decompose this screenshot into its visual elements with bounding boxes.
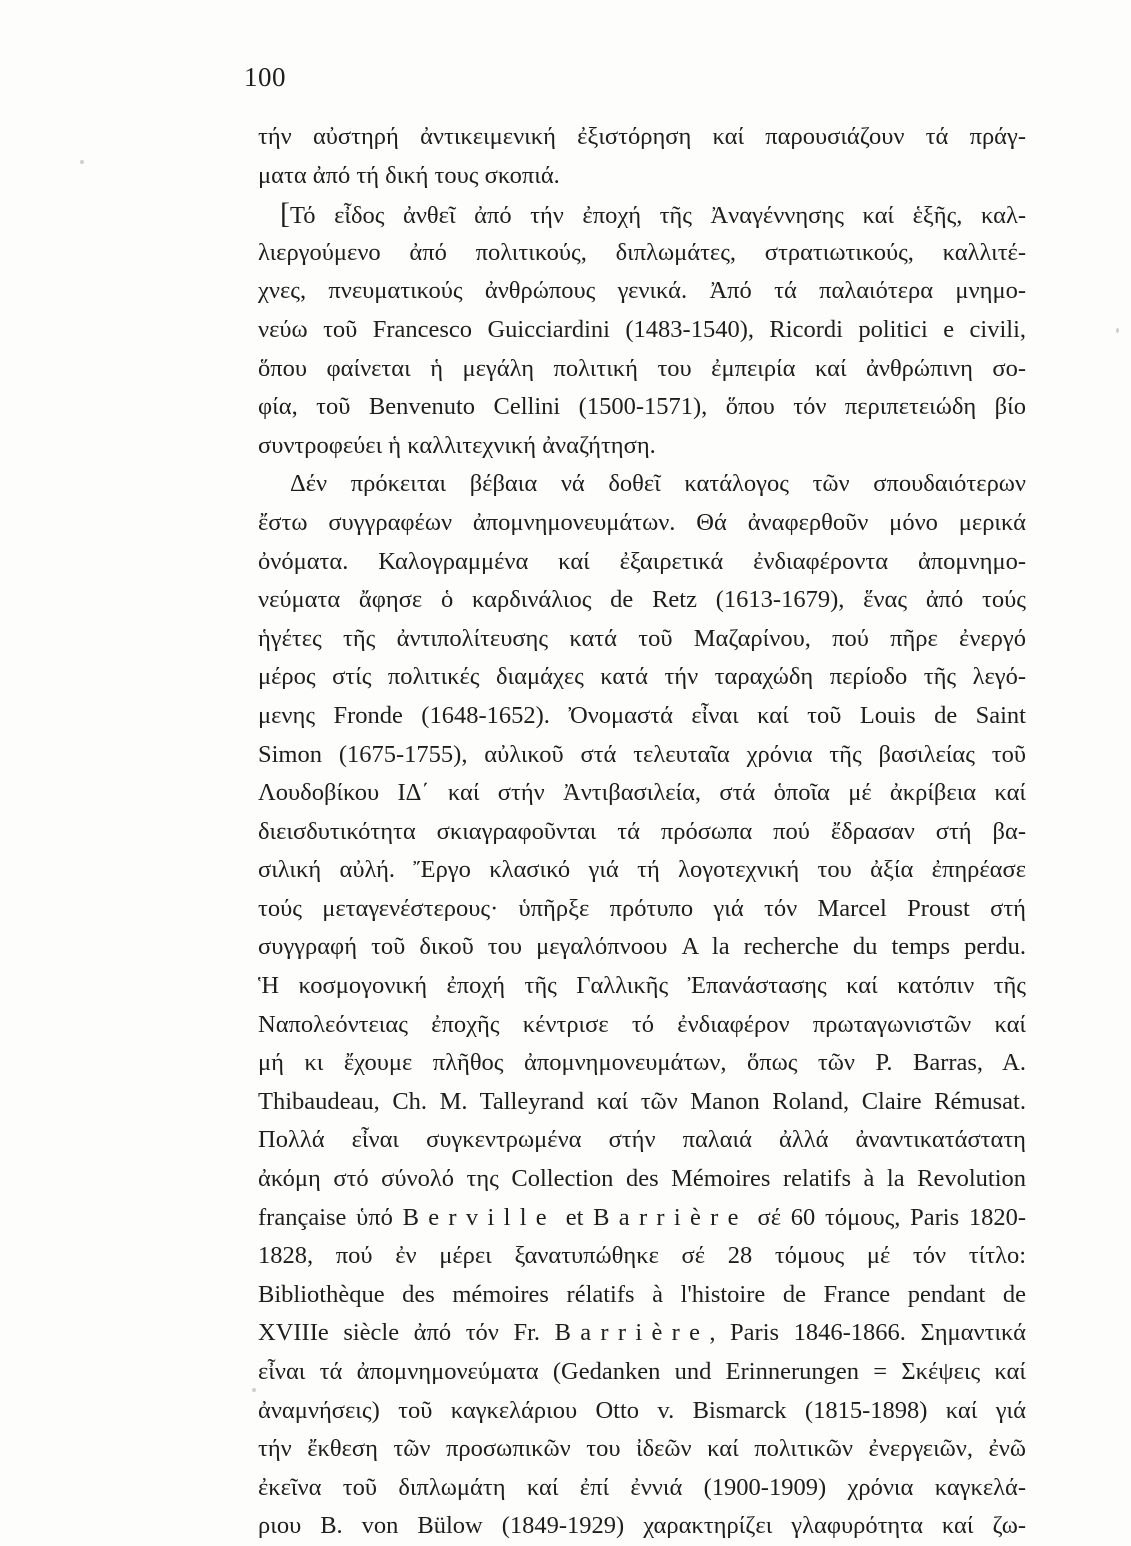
text-line: Ναπολεόντειας ἐποχῆς κέντρισε τό ἐνδιαφέρον πρωταγωνιστῶν καί bbox=[258, 1010, 1026, 1038]
text-line: ἔστω συγγραφέων ἀπομνημονευμάτων. Θά ἀναφερθοῦν μόνο μερικά bbox=[258, 508, 1026, 536]
text-line: φία, τοῦ Benvenuto Cellini (1500-1571), ὅπου τόν περιπετειώδη βίο bbox=[258, 393, 1026, 421]
text-line: νεύματα ἄφησε ὁ καρδινάλιος de Retz (1613-1679), ἕνας ἀπό τούς bbox=[258, 586, 1026, 614]
text-line: μενης Fronde (1648-1652). Ὀνομαστά εἶναι καί τοῦ Louis de Saint bbox=[258, 701, 1026, 729]
text-line: ἡγέτες τῆς ἀντιπολίτευσης κατά τοῦ Μαζαρίνου, πού πῆρε ἐνεργό bbox=[258, 624, 1026, 652]
page-number: 100 bbox=[244, 62, 286, 92]
text-line: εἶναι τά ἀπομνημονεύματα (Gedanken und Erinnerungen = Σκέψεις καί bbox=[258, 1358, 1026, 1385]
paragraph bbox=[258, 118, 1026, 195]
text-line bbox=[258, 1314, 1026, 1353]
text-line: συγγραφή τοῦ δικοῦ του μεγαλόπνοου A la recherche du temps perdu. bbox=[258, 933, 1026, 961]
text-line-content: XVIIIe siècle ἀπό τόν Fr. bbox=[258, 1319, 555, 1347]
text-line: λιεργούμενο ἀπό πολιτικούς, διπλωμάτες, στρατιωτικούς, καλλιτέ- bbox=[258, 238, 1026, 266]
scan-speck bbox=[252, 1388, 256, 1392]
text-line: Bibliothèque des mémoires rélatifs à l'histoire de France pendant de bbox=[258, 1280, 1026, 1308]
text-line: Ἡ κοσμογονική ἐποχή τῆς Γαλλικῆς Ἐπανάστασης καί κατόπιν τῆς bbox=[258, 972, 1026, 1000]
text-line: ἐκεῖνα τοῦ διπλωμάτη καί ἐπί ἐννιά (1900-1909) χρόνια καγκελά- bbox=[258, 1473, 1026, 1501]
text-line: τούς μεταγενέστερους· ὑπῆρξε πρότυπο γιά τόν Marcel Proust στή bbox=[258, 894, 1026, 922]
text-line: χνες, πνευματικούς ἀνθρώπους γενικά. Ἀπό τά παλαιότερα μνημο- bbox=[258, 277, 1026, 305]
text-line: Πολλά εἶναι συγκεντρωμένα στήν παλαιά ἀλλά ἀναντικατάστατη bbox=[258, 1126, 1026, 1154]
text-line: ὅπου φαίνεται ἡ μεγάλη πολιτική του ἐμπειρία καί ἀνθρώπινη σο- bbox=[258, 354, 1026, 382]
text-line-content: française ὑπό bbox=[258, 1203, 403, 1231]
text-line: ριου B. von Bülow (1849-1929) χαρακτηρίζει γλαφυρότητα καί ζω- bbox=[258, 1512, 1026, 1540]
text-line: 1828, πού ἐν μέρει ξανατυπώθηκε σέ 28 τόμους μέ τόν τίτλο: bbox=[258, 1242, 1026, 1270]
text-line: τήν ἔκθεση τῶν προσωπικῶν του ἰδεῶν καί πολιτικῶν ἐνεργειῶν, ἐνῶ bbox=[258, 1435, 1026, 1463]
text-line: μέρος στίς πολιτικές διαμάχες κατά τήν ταραχώδη περίοδο τῆς λεγό- bbox=[258, 663, 1026, 691]
text-line: σιλική αὐλή. Ἔργο κλασικό γιά τή λογοτεχνική του ἀξία ἐπηρέασε bbox=[258, 856, 1026, 884]
text-line-content: Τό εἶδος ἀνθεῖ ἀπό τήν ἐποχή τῆς Ἀναγέννησης καί ἑξῆς, καλ- bbox=[290, 202, 1026, 230]
paragraph bbox=[258, 465, 1026, 1546]
body-text bbox=[258, 118, 1026, 1546]
text-line: ἀκόμη στό σύνολό της Collection des Mémoires relatifs à la Revolution bbox=[258, 1165, 1026, 1193]
text-line: νεύω τοῦ Francesco Guicciardini (1483-1540), Ricordi politici e civili, bbox=[258, 315, 1026, 343]
bracket-mark: [ bbox=[280, 197, 290, 231]
text-line: ἀναμνήσεις) τοῦ καγκελάριου Otto v. Bismarck (1815-1898) καί γιά bbox=[258, 1396, 1026, 1424]
text-line-content: , Paris 1846-1866. Σημαντικά bbox=[709, 1319, 1026, 1347]
text-line bbox=[258, 1199, 1026, 1238]
text-line: τήν αὐστηρή ἀντικειμενική ἐξιστόρηση καί παρουσιάζουν τά πράγ- bbox=[258, 123, 1026, 150]
text-line: Simon (1675-1755), αὐλικοῦ στά τελευταῖα χρόνια τῆς βασιλείας τοῦ bbox=[258, 740, 1026, 768]
text-line: διεισδυτικότητα σκιαγραφοῦνται τά πρόσωπα πού ἔδρασαν στή βα- bbox=[258, 817, 1026, 845]
spaced-name: Barrière bbox=[593, 1203, 748, 1231]
text-line bbox=[258, 195, 1026, 234]
text-line: ὀνόματα. Καλογραμμένα καί ἐξαιρετικά ἐνδιαφέροντα ἀπομνημο- bbox=[258, 547, 1026, 575]
paragraph bbox=[258, 195, 1026, 465]
text-line: Λουδοβίκου ΙΔ΄ καί στήν Ἀντιβασιλεία, στά ὁποῖα μέ ἀκρίβεια καί bbox=[258, 779, 1026, 807]
text-line: μή κι ἔχουμε πλῆθος ἀπομνημονευμάτων, ὅπως τῶν P. Barras, A. bbox=[258, 1049, 1026, 1077]
scan-speck bbox=[1116, 328, 1119, 333]
text-line: ματα ἀπό τή δική τους σκοπιά. bbox=[258, 161, 560, 189]
text-line: Thibaudeau, Ch. M. Talleyrand καί τῶν Manon Roland, Claire Rémusat. bbox=[258, 1087, 1026, 1115]
scan-speck bbox=[80, 160, 84, 164]
text-line-content: et bbox=[556, 1203, 594, 1231]
spaced-name: Berville bbox=[402, 1203, 556, 1231]
text-line-content: σέ 60 τόμους, Paris 1820- bbox=[747, 1203, 1027, 1231]
text-line: συντροφεύει ἡ καλλιτεχνική ἀναζήτηση. bbox=[258, 431, 656, 459]
spaced-name: Barrière bbox=[554, 1319, 710, 1347]
text-line: Δέν πρόκειται βέβαια νά δοθεῖ κατάλογος τῶν σπουδαιότερων bbox=[290, 470, 1026, 498]
